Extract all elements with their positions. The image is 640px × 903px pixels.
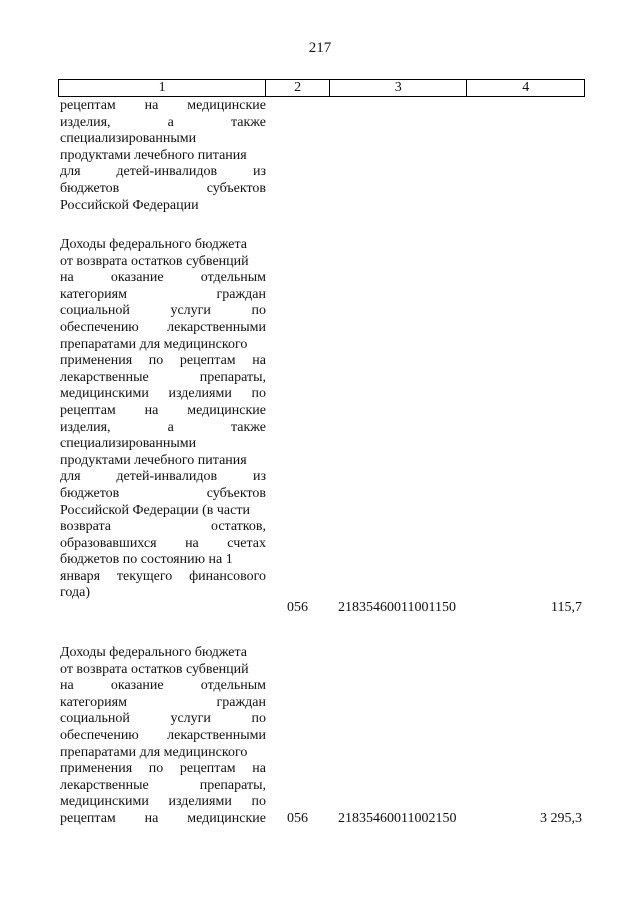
text-word: субъектов [206,180,266,196]
text-word: оказание [110,270,164,286]
text-line [60,386,266,403]
text-word: по [148,761,164,777]
text-line [60,353,266,370]
text-line [60,711,266,728]
text-line [60,131,266,148]
column-header-2: 2 [266,80,330,96]
text-word: года) [60,585,90,601]
text-word: обеспечению [60,319,139,335]
text-word: для [60,469,81,485]
description-row-2 [60,645,266,828]
text-line [60,569,266,586]
text-line [60,519,266,536]
text-word: медицинские [187,98,266,113]
text-word: возврата [60,519,112,535]
text-line [60,98,266,115]
text-word: из [252,469,266,485]
text-line [60,678,266,695]
text-word: изделия, [60,419,111,435]
kbk-code-row-1: 21835460011001150 [338,600,456,615]
text-word: применения [60,761,133,777]
text-word: на [60,270,74,286]
text-word: лекарственные [60,777,149,793]
text-word: на [185,535,199,551]
text-word: рецептам [60,810,116,826]
admin-code-row-1: 056 [287,600,308,615]
text-word: на [60,678,74,694]
text-line [60,403,266,420]
text-word: счетах [227,535,266,551]
text-word: граждан [216,694,266,710]
text-line [60,420,266,437]
text-line [60,181,266,198]
text-word: изделиями [168,386,232,402]
text-word: января [60,568,101,584]
text-word: Российской Федерации [60,197,199,213]
text-word: оказание [110,678,164,694]
column-header-3: 3 [330,80,467,96]
text-word: рецептам [60,402,116,418]
text-word: препараты, [199,777,266,793]
text-word: рецептам [60,98,116,113]
column-header-1: 1 [59,80,266,96]
text-word: также [230,419,266,435]
text-word: социальной [60,303,130,319]
text-word: по [148,353,164,369]
text-word: рецептам [179,761,236,777]
text-line [60,370,266,387]
text-word: детей-инвалидов [116,469,218,485]
text-line [60,645,266,662]
text-line [60,198,266,215]
text-word: препаратами для медицинского [60,336,248,352]
text-line [60,695,266,712]
text-line [60,745,266,762]
text-word: а [167,114,174,130]
text-word: социальной [60,711,130,727]
text-word: на [144,98,159,113]
text-word: на [252,761,266,777]
text-line [60,552,266,569]
text-word: детей-инвалидов [116,164,218,180]
text-word: на [252,353,266,369]
text-word: отдельным [200,270,266,286]
text-word: по [251,794,266,810]
text-word: Доходы федерального бюджета [60,645,248,660]
text-word: по [251,386,266,402]
text-word: продуктами лечебного питания [60,147,247,163]
text-word: лекарственными [167,727,266,743]
text-line [60,164,266,181]
text-line [60,303,266,320]
text-word: медицинскими [60,794,149,810]
amount-row-2: 3 295,3 [540,811,582,826]
text-line [60,794,266,811]
text-line [60,778,266,795]
text-line [60,453,266,470]
text-word: бюджетов по состоянию на 1 [60,552,233,568]
text-line [60,237,266,254]
text-word: отдельным [200,678,266,694]
text-line [60,811,266,828]
text-word: от возврата остатков субвенций [60,661,249,677]
text-word: лекарственными [167,319,266,335]
text-line [60,337,266,354]
text-word: препараты, [199,369,266,385]
text-word: услуги [170,711,211,727]
text-word: образовавшихся [60,535,157,551]
text-word: лекарственные [60,369,149,385]
text-line [60,469,266,486]
text-word: категориям [60,694,127,710]
description-row-1 [60,237,266,602]
text-word: по [251,303,266,319]
text-line [60,436,266,453]
text-word: остатков, [210,519,266,535]
text-line [60,254,266,271]
amount-row-1: 115,7 [551,600,582,615]
text-word: медицинскими [60,386,149,402]
description-continued [60,98,266,214]
text-word: применения [60,353,133,369]
text-word: на [144,810,159,826]
text-word: граждан [216,286,266,302]
text-line [60,115,266,132]
text-line [60,662,266,679]
text-word: специализированными [60,131,197,147]
text-line [60,148,266,165]
text-word: рецептам [179,353,236,369]
text-word: на [144,402,159,418]
text-word: медицинские [187,810,266,826]
text-word: из [252,164,266,180]
text-line [60,287,266,304]
text-word: препаратами для медицинского [60,744,248,760]
text-word: продуктами лечебного питания [60,452,247,468]
text-word: текущего [116,568,173,584]
table-header-row [58,79,585,97]
text-word: изделия, [60,114,111,130]
text-word: финансового [189,568,266,584]
text-word: по [251,711,266,727]
text-word: категориям [60,286,127,302]
text-word: для [60,164,81,180]
kbk-code-row-2: 21835460011002150 [338,811,457,826]
text-line [60,503,266,520]
text-line [60,761,266,778]
text-line [60,728,266,745]
text-line [60,585,266,602]
text-line [60,320,266,337]
column-header-4: 4 [522,80,530,95]
text-word: также [230,114,266,130]
text-word: субъектов [206,485,266,501]
admin-code-row-2: 056 [287,811,308,826]
text-word: Доходы федерального бюджета [60,237,248,252]
text-word: обеспечению [60,727,139,743]
text-line [60,270,266,287]
text-word: медицинские [187,402,266,418]
text-word: специализированными [60,436,197,452]
text-word: изделиями [168,794,232,810]
text-word: бюджетов [60,180,120,196]
text-word: услуги [170,303,211,319]
page-number: 217 [308,40,332,56]
text-word: Российской Федерации (в части [60,502,250,518]
text-word: от возврата остатков субвенций [60,253,249,269]
text-line [60,486,266,503]
text-line [60,536,266,553]
text-word: бюджетов [60,485,120,501]
text-word: а [167,419,174,435]
